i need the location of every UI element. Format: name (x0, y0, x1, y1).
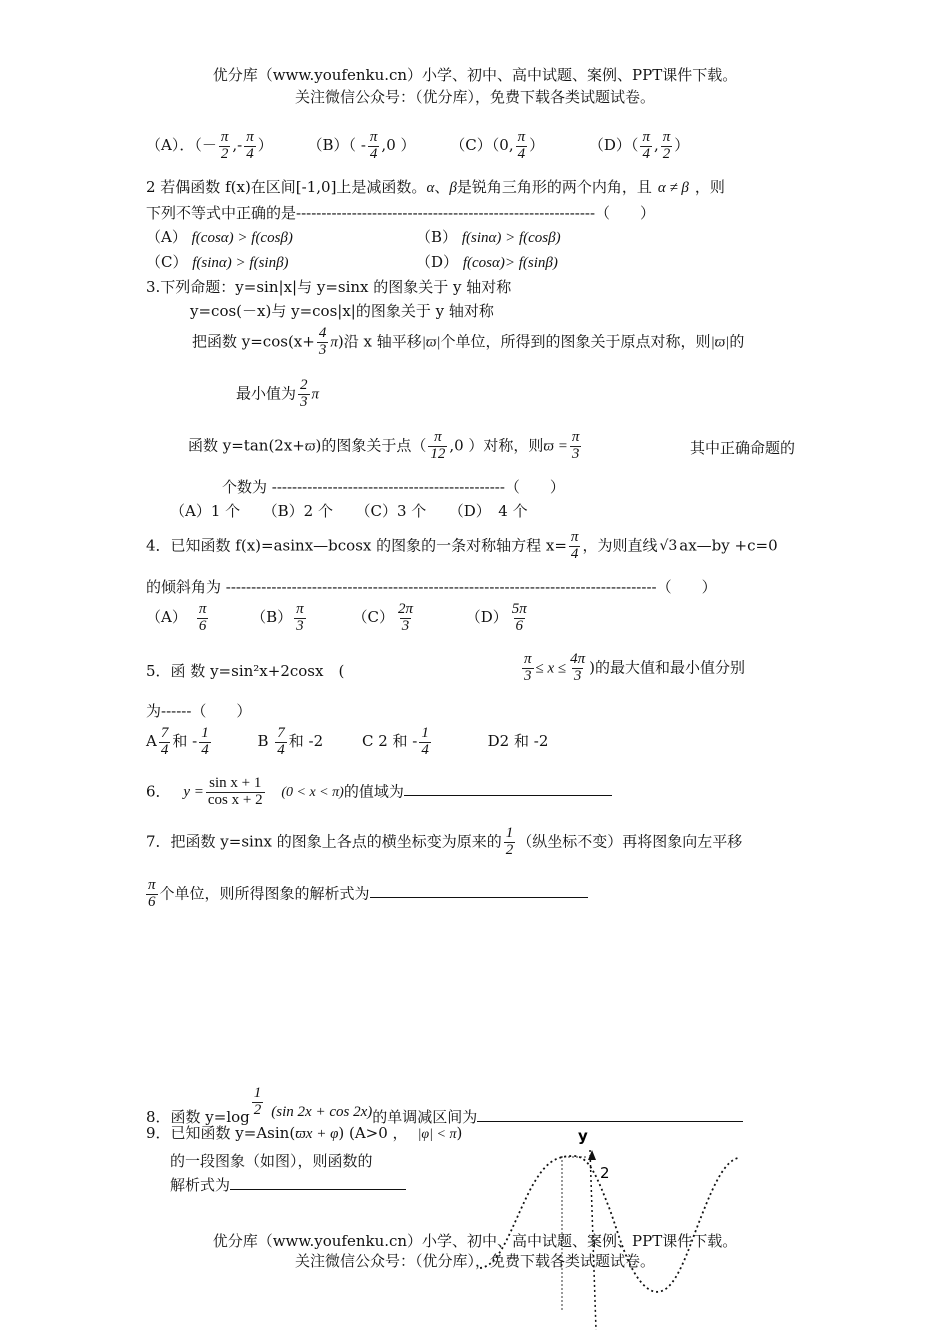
q7-answer-blank[interactable] (370, 883, 588, 898)
q5-d-label: D2 和 - (487, 732, 539, 751)
q6-answer-blank[interactable] (404, 781, 612, 796)
den: 4 (160, 741, 169, 758)
q3-frac-pi-3 (570, 430, 582, 463)
q8-text: 的单调减区间为 (372, 1108, 478, 1127)
q4-options (146, 602, 531, 635)
q3-l4-pi: π (311, 386, 320, 403)
q9-line-1 (146, 1122, 462, 1143)
q5-option-a (146, 725, 213, 758)
den: 6 (198, 617, 207, 634)
graph-y-label: y (578, 1127, 588, 1145)
q1-option-b (307, 129, 421, 162)
q2-a-label: （A） (146, 228, 187, 246)
q5-c-label: C 2 和 - (361, 732, 418, 751)
q1-option-c (450, 129, 549, 162)
q4-line-1 (146, 530, 778, 563)
q4-option-a (146, 601, 210, 634)
q7-frac-1-2 (504, 826, 516, 859)
q1-d-sep: , (653, 136, 659, 155)
q6-text: 的值域为 (343, 782, 404, 801)
num: 7 (277, 725, 285, 741)
q1-a-minus: － (201, 136, 217, 155)
q1-d-label: （D）（ (588, 136, 639, 155)
den: 4 (642, 145, 650, 162)
den: cos x + 2 (207, 791, 263, 808)
q6-frac (206, 776, 265, 809)
q2-neq: α ≠ β (657, 180, 689, 196)
q3-l3-c: 个单位，所得到的图象关于原点对称，则 (440, 332, 711, 351)
footer-line-2: 关注微信公众号：（优分库），免费下载各类试题试卷。 (294, 1252, 655, 1270)
q4-option-c (352, 601, 417, 634)
num: 4 (318, 325, 327, 341)
q2-a-expr: f(cosα) > f(cosβ) (191, 230, 293, 246)
q3-l5-c: ,0 ）对称，则 (449, 436, 544, 455)
q5-b-val: 2 (313, 732, 324, 751)
q4-b-label: （B） (251, 608, 293, 627)
q2-option-d (416, 251, 558, 272)
den: 3 (300, 393, 308, 410)
q6-range: (0 < x < π) (281, 785, 344, 801)
q5-d-val: 2 (538, 732, 549, 751)
num: π (434, 429, 442, 445)
num: 1 (505, 825, 514, 841)
q1-b-label: （B）（ - (307, 136, 366, 155)
den: 3 (296, 617, 304, 634)
q4-l1-b: ，为则直线 (582, 536, 658, 555)
q4-d-label: （D） (465, 608, 508, 627)
question-1-options (146, 130, 689, 163)
graph-peak-label: 2 (600, 1164, 610, 1182)
q4-option-b (251, 601, 308, 634)
num: π (570, 529, 579, 545)
den: 2 (220, 145, 229, 162)
q1-d-frac1 (640, 130, 652, 163)
q3-line-6: 个数为 ----------------------------------------------（ ） (222, 478, 565, 496)
q5-c-frac (419, 726, 431, 759)
num: π (148, 877, 156, 893)
q5-option-b (257, 725, 324, 758)
den: 6 (515, 617, 524, 634)
den: 3 (401, 617, 410, 634)
q5-range: ≤ x ≤ (535, 660, 567, 677)
q9-expr: ϖx + φ (295, 1126, 339, 1142)
den: 2 (253, 1101, 262, 1118)
num: 5π (511, 601, 527, 617)
q5-line-1-a: 5．函 数 y=sin²x+2cosx ( (146, 662, 345, 680)
q1-option-d (588, 129, 690, 162)
q4-b-frac (294, 602, 306, 635)
q2-text-c: ，则 (694, 178, 725, 196)
num: π (296, 601, 304, 617)
q2-alpha: α (426, 180, 435, 196)
q3-frac-2-3 (298, 378, 310, 411)
footer-line-1: 优分库（www.youfenku.cn）小学、初中、高中试题、案例、PPT课件下载。 (212, 1232, 738, 1250)
q8-label: 8．函数 y=log (146, 1108, 250, 1127)
q5-a-label: A (146, 732, 157, 751)
q6-line (146, 776, 612, 809)
q3-abs-w2: |ϖ| (710, 334, 730, 351)
q7-line-1 (146, 826, 742, 859)
den: 4 (246, 145, 254, 162)
num: 1 (421, 725, 429, 741)
q2-text-a: 2 若偶函数 f(x)在区间[-1,0]上是减函数。 (146, 178, 427, 196)
q5-a-frac (159, 726, 171, 759)
den: 3 (318, 341, 327, 358)
num: π (662, 129, 671, 145)
q1-c-end: ） (529, 136, 545, 155)
q9-l1-c: ) (456, 1124, 463, 1142)
num: 1 (253, 1085, 262, 1101)
question-2-line-2: 下列不等式中正确的是-----------------------------------------------------------（ ） (146, 204, 656, 222)
q3-l5-b: )的图象关于点（ (315, 436, 427, 455)
num: π (198, 601, 207, 617)
q5-b-frac (275, 726, 287, 759)
q8-line (146, 1076, 743, 1127)
q3-l3-a: 把函数 y=cos(x+ (192, 332, 315, 351)
q3-line-5 (188, 430, 583, 463)
q1-d-frac2 (661, 130, 673, 163)
q5-b-label: B (257, 732, 269, 751)
header-line-2: 关注微信公众号：（优分库），免费下载各类试题试卷。 (294, 88, 655, 106)
q5-a-frac2 (199, 726, 211, 759)
q7-frac-pi-6 (146, 878, 158, 911)
q9-l1-b: ) (A>0 ， (338, 1124, 408, 1142)
q5-b-and: 和 - (288, 732, 314, 751)
q1-a-sep: ,- (232, 136, 243, 155)
q1-c-label: （C）（0, (450, 136, 514, 155)
q4-option-d (465, 601, 531, 634)
q8-base-frac (252, 1086, 264, 1119)
q2-sep: 、 (434, 178, 450, 196)
q9-l1-a: 9．已知函数 y=Asin( (146, 1124, 296, 1142)
q3-frac-4-3 (317, 326, 329, 359)
num: 1 (201, 725, 209, 741)
q3-l4-a: 最小值为 (236, 384, 297, 403)
num: π (369, 129, 378, 145)
q1-a-label: （A）．（ (146, 136, 202, 155)
q4-a-label: （A） (146, 608, 187, 627)
header-line-1: 优分库（www.youfenku.cn）小学、初中、高中试题、案例、PPT课件下载。 (212, 66, 738, 84)
q9-cond: |φ| < π (417, 1127, 457, 1142)
q2-option-a (146, 226, 293, 247)
den: 2 (505, 841, 514, 858)
q9-line-3 (170, 1174, 406, 1195)
num: 2 (300, 377, 308, 393)
q4-l1-a: 4．已知函数 f(x)=asinx—bcosx 的图象的一条对称轴方程 x= (146, 536, 567, 555)
q2-b-label: （B） (416, 228, 458, 246)
q3-line-4 (236, 378, 319, 411)
q5-line-2: 为------（ ） (146, 702, 252, 720)
den: 4 (570, 545, 579, 562)
q1-a-frac2 (244, 130, 256, 163)
num: π (220, 129, 229, 145)
q2-c-expr: f(sinα) > f(sinβ) (192, 255, 289, 271)
q4-frac-pi-4 (569, 530, 581, 563)
q3-l3-d: 的 (729, 332, 745, 351)
num: 2π (397, 601, 413, 617)
num: 7 (160, 725, 169, 741)
q5-option-d (488, 732, 549, 750)
den: 3 (571, 445, 580, 462)
den: 4 (277, 741, 285, 758)
num: π (642, 129, 650, 145)
q6-y: y = (183, 784, 204, 801)
q7-l2-text: 个单位，则所得图象的解析式为 (159, 884, 370, 903)
q8-arg: (sin 2x + cos 2x) (271, 1104, 373, 1121)
q1-d-end: ） (674, 136, 690, 155)
num: π (517, 129, 526, 145)
den: 4 (369, 145, 378, 162)
q3-l3-b: )沿 x 轴平移 (337, 332, 422, 351)
q4-c-frac (396, 602, 415, 635)
q4-c-label: （C） (352, 608, 394, 627)
question-2-line-1 (146, 176, 725, 197)
den: 4 (201, 741, 209, 758)
q7-l1-b: （纵坐标不变）再将图象向左平移 (517, 832, 743, 851)
q3-options: （A）1 个 （B）2 个 （C）3 个 （D） 4 个 (170, 502, 528, 520)
q4-sqrt3: √3 (659, 538, 678, 555)
q6-label: 6． (146, 782, 171, 801)
q5-frac-pi-3 (522, 652, 534, 685)
den: 4 (421, 741, 429, 758)
den: 12 (430, 445, 446, 462)
q5-frac-4pi-3 (568, 652, 587, 685)
graph-y-axis-arrow (588, 1150, 596, 1160)
q1-a-frac1 (219, 130, 231, 163)
q1-c-frac (516, 130, 528, 163)
q3-l5-a: 函数 y=tan(2x+ (188, 436, 305, 455)
q4-l1-c: ax—by +c=0 (679, 536, 778, 555)
q1-b-end: ,0 ） (381, 136, 416, 155)
q4-a-frac (197, 602, 209, 635)
q3-l5-eq: ϖ = (543, 438, 568, 455)
q3-line-3 (192, 326, 744, 359)
q2-option-b (416, 226, 561, 247)
num: sin x + 1 (209, 775, 262, 791)
q7-l1-a: 7．把函数 y=sinx 的图象上各点的横坐标变为原来的 (146, 832, 502, 851)
q9-answer-blank[interactable] (230, 1175, 406, 1190)
q2-c-label: （C） (146, 253, 188, 271)
num: π (524, 651, 532, 667)
q2-text-b: 是锐角三角形的两个内角，且 (456, 178, 652, 196)
num: 4π (570, 651, 586, 667)
q4-line-2: 的倾斜角为 -------------------------------------------------------------------------------------（ ） (146, 578, 717, 596)
q5-l1-b: )的最大值和最小值分别 (589, 658, 746, 677)
num: π (571, 429, 580, 445)
q5-option-c (361, 725, 433, 758)
q9-line-2: 的一段图象（如图），则函数的 (170, 1152, 373, 1170)
q9-l3-text: 解析式为 (170, 1176, 231, 1194)
q2-d-expr: f(cosα)> f(sinβ) (462, 255, 558, 271)
den: 3 (524, 667, 532, 684)
q3-line-5-tail: 其中正确命题的 (690, 439, 796, 457)
q3-pi: π (330, 334, 338, 351)
q3-abs-w1: |ϖ| (421, 334, 441, 351)
den: 4 (517, 145, 526, 162)
q3-frac-pi-12 (428, 430, 447, 463)
q2-b-expr: f(sinα) > f(cosβ) (461, 230, 561, 246)
den: 6 (148, 893, 156, 910)
q1-option-a (146, 129, 278, 162)
den: 2 (662, 145, 671, 162)
q1-a-end: ） (257, 136, 273, 155)
num: π (246, 129, 254, 145)
q3-line-2: y=cos(－x)与 y=cos|x|的图象关于 y 轴对称 (190, 302, 494, 320)
q1-b-frac (368, 130, 380, 163)
q3-line-1: 3.下列命题：y=sin|x|与 y=sinx 的图象关于 y 轴对称 (146, 278, 512, 296)
q2-option-c (146, 251, 289, 272)
q4-d-frac (510, 602, 529, 635)
q7-line-2 (146, 878, 588, 911)
q5-line-1-b (520, 652, 745, 685)
q2-beta: β (449, 180, 457, 196)
q2-d-label: （D） (416, 253, 459, 271)
q5-options (146, 726, 548, 759)
q3-l5-w: ϖ (304, 438, 316, 455)
q5-a-and: 和 - (172, 732, 198, 751)
den: 3 (573, 667, 582, 684)
